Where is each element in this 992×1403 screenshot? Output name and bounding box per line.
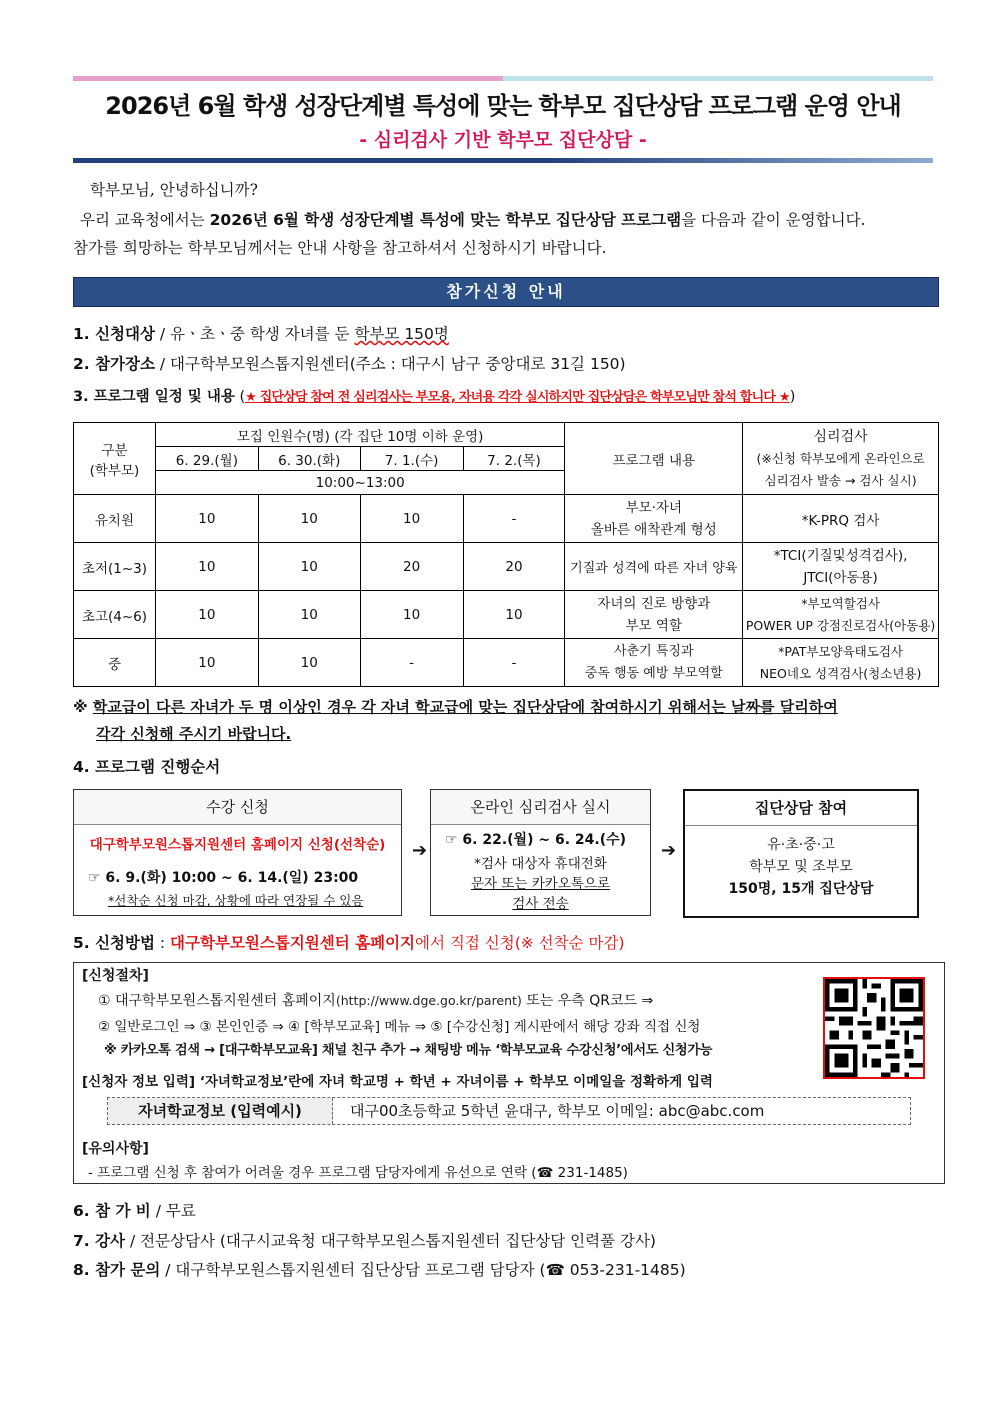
value-cell: 10 [463,591,565,639]
arrow-icon: ➔ [661,840,677,861]
input-example: 자녀학교정보 (입력예시) 대구00초등학교 5학년 윤대구, 학부모 이메일: abc@abc.com [107,1097,911,1125]
value-cell: 20 [463,543,565,591]
page-subtitle: - 심리검사 기반 학부모 집단상담 - [359,129,647,151]
group-cell: 초저(1~3) [74,543,156,591]
item-place: 2. 참가장소 / 대구학부모원스톱지원센터(주소 : 대구시 남구 중앙대로 31길 150) [73,355,626,373]
date-cell: 7. 1.(수) [360,447,463,471]
proc-kakao: ※ 카카오톡 검색 → [대구학부모교육] 채널 친구 추가 → 채팅방 메뉴 ‘학부모교육 수강신청’에서도 신청가능 [104,1043,713,1058]
item-method: 5. 신청방법 : 대구학부모원스톱지원센터 홈페이지에서 직접 신청(※ 선착순 마감) [73,934,625,952]
item-inquiry: 8. 참가 문의 / 대구학부모원스톱지원센터 집단상담 프로그램 담당자 (☎ 053-231-1485) [73,1261,686,1279]
value-cell: - [463,639,565,687]
notice: ※ 학교급이 다른 자녀가 두 명 이상인 경우 각 자녀 학교급에 맞는 집단상담에 참여하시기 위해서는 날짜를 달리하여 [73,698,838,716]
date-cell: 7. 2.(목) [463,447,565,471]
item-fee: 6. 참 가 비 / 무료 [73,1202,196,1220]
step-test: 온라인 심리검사 실시 ☞ 6. 22.(월) ~ 6. 24.(수) *검사 대상자 휴대전화 문자 또는 카카오톡으로 검사 전송 [430,789,651,916]
step-apply: 수강 신청 대구학부모원스톱지원센터 홈페이지 신청(선착순) ☞ 6. 9.(화) 10:00 ~ 6. 14.(일) 23:00 *선착순 신청 마감, 상황에 따라 연장될 수 있음 [73,789,402,916]
step-counsel: 집단상담 참여 유·초·중·고 학부모 및 조부모 150명, 15개 집단상담 [683,789,919,918]
page-title: 2026년 6월 학생 성장단계별 특성에 맞는 학부모 집단상담 프로그램 운영 안내 [105,92,901,120]
qr-code-icon[interactable] [823,977,925,1079]
item-schedule: 3. 프로그램 일정 및 내용 (★ 집단상담 참여 전 심리검사는 부모용, 자녀용 각각 실시하지만 집단상담은 학부모님만 참석 합니다 ★) [73,389,796,405]
time-cell: 10:00~13:00 [155,471,565,495]
test-cell: *K-PRQ 검사 [743,495,939,543]
title-top-rule [73,76,933,81]
value-cell: 10 [258,495,360,543]
content-cell: 사춘기 특징과 중독 행동 예방 부모역할 [565,639,743,687]
arrow-icon: ➔ [412,840,428,861]
value-cell: 20 [360,543,463,591]
value-cell: 10 [258,591,360,639]
date-cell: 6. 30.(화) [258,447,360,471]
value-cell: - [463,495,565,543]
table-row [74,495,939,543]
header-test: 심리검사 (※신청 학부모에게 온라인으로 심리검사 발송 → 검사 실시) [743,423,939,495]
greeting: 학부모님, 안녕하십니까? [90,181,258,199]
caution-text: - 프로그램 신청 후 참여가 어려울 경우 프로그램 담당자에게 유선으로 연락 (☎ 231-1485) [88,1165,628,1181]
value-cell: 10 [155,639,258,687]
value-cell: 10 [155,495,258,543]
content-cell: 자녀의 진로 방향과 부모 역할 [565,591,743,639]
content-cell: 기질과 성격에 따른 자녀 양육 [565,543,743,591]
intro-line-2: 참가를 희망하는 학부모님께서는 안내 사항을 참고하셔서 신청하시기 바랍니다. [73,239,607,257]
table-row [74,639,939,687]
date-cell: 6. 29.(월) [155,447,258,471]
info-input: [신청자 정보 입력] ‘자녀학교정보’란에 자녀 학교명 + 학년 + 자녀이름 + 학부모 이메일을 정확하게 입력 [82,1074,713,1090]
homepage-link[interactable]: (http://www.dge.go.kr/parent) [335,993,522,1008]
value-cell: 10 [258,639,360,687]
group-cell: 초고(4~6) [74,591,156,639]
section-banner: 참가신청 안내 [73,277,939,307]
schedule-table [73,422,939,687]
header-group: 구분 (학부모) [74,423,156,495]
test-cell: *부모역할검사 POWER UP 강점진로검사(아동용) [743,591,939,639]
header-recruit: 모집 인원수(명) (각 집단 10명 이하 운영) [155,423,565,447]
value-cell: 10 [155,543,258,591]
item-process: 4. 프로그램 진행순서 [73,758,221,776]
table-row [74,543,939,591]
value-cell: 10 [258,543,360,591]
group-cell: 유치원 [74,495,156,543]
group-cell: 중 [74,639,156,687]
proc-step-2: ② 일반로그인 ⇒ ③ 본인인증 ⇒ ④ [학부모교육] 메뉴 ⇒ ⑤ [수강신청] 게시판에서 해당 강좌 직접 신청 [98,1019,701,1035]
content-cell: 부모·자녀 올바른 애착관계 형성 [565,495,743,543]
value-cell: - [360,639,463,687]
notice-line-2: 각각 신청해 주시기 바랍니다. [96,725,292,743]
title-bottom-rule [73,158,933,163]
intro-line: 우리 교육청에서는 2026년 6월 학생 성장단계별 특성에 맞는 학부모 집단상담 프로그램을 다음과 같이 운영합니다. [80,211,866,229]
application-box: [신청절차] ① 대구학부모원스톱지원센터 홈페이지(http://www.dge.go.kr/parent) 또는 우측 QR코드 ⇒ ② 일반로그인 ⇒ ③ 본인인증 ⇒ ④ [학부모교육] 메뉴 ⇒ ⑤ [수강신청] 게시판에서 해당 강좌 직접 신청 ※ 카카오톡 검색 → [대구학부모교육] 채널 친구 추가 → 채팅방 메뉴 ‘학부모교육 수강신청’에서도 신청가능 [신청자 정보 입력] ‘자녀학교정보’란에 자녀 학교명 + 학년 + 자녀이름 + 학부모 이메일을 정확하게 입력 [유의사항] - 프로그램 신청 후 참여가 어려울 경우 프로그램 담당자에게 유선으로 연락 (☎ 231-1485) [73,962,945,1184]
item-instructor: 7. 강사 / 전문상담사 (대구시교육청 대구학부모원스톱지원센터 집단상담 인력풀 강사) [73,1232,656,1250]
value-cell: 10 [155,591,258,639]
proc-step-1: ① 대구학부모원스톱지원센터 홈페이지(http://www.dge.go.kr/parent) 또는 우측 QR코드 ⇒ [98,993,654,1009]
table-row [74,591,939,639]
item-target: 1. 신청대상 / 유ㆍ초ㆍ중 학생 자녀를 둔 학부모 150명 [73,325,449,343]
value-cell: 10 [360,591,463,639]
test-cell: *PAT부모양육태도검사 NEO네오 성격검사(청소년용) [743,639,939,687]
value-cell: 10 [360,495,463,543]
test-cell: *TCI(기질및성격검사), JTCI(아동용) [743,543,939,591]
header-content: 프로그램 내용 [565,423,743,495]
